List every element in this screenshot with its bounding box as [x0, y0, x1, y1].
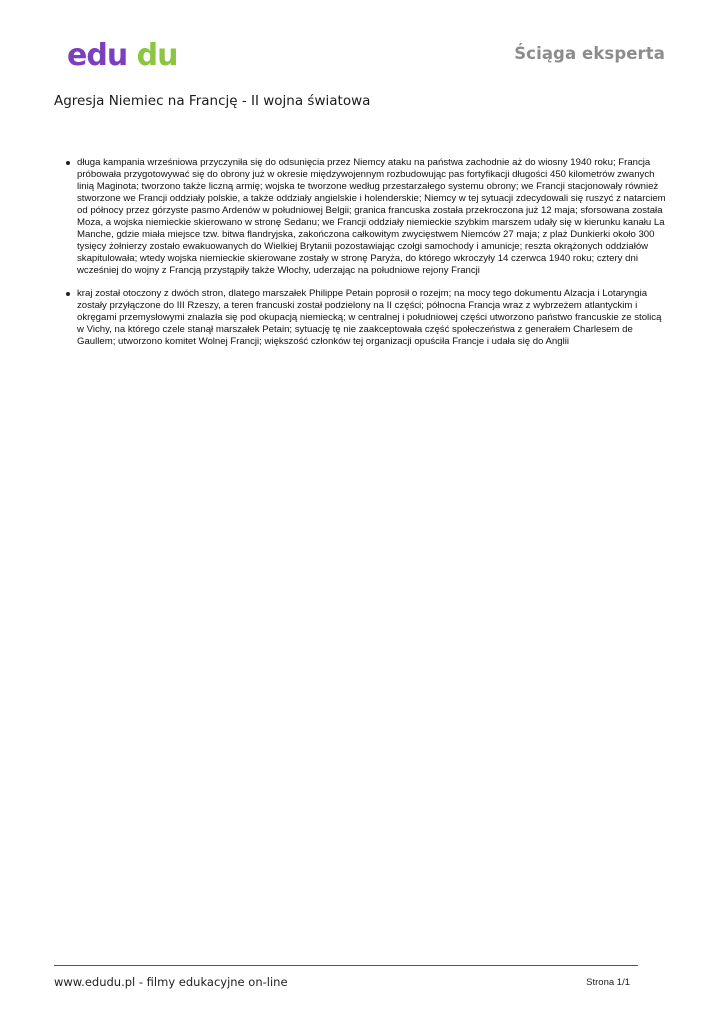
- page-title: Agresja Niemiec na Francję - II wojna światowa: [54, 93, 371, 109]
- header-tagline: Ściąga eksperta: [514, 44, 665, 63]
- list-item-text: kraj został otoczony z dwóch stron, dlatego marszałek Philippe Petain poprosił o rozejm; na mocy tego dokumentu Alzacja i Lotaryngia zostały przyłączone do III Rzeszy, a teren francuski został podzielony na II części; północna Francja wraz z wybrzeżem atlantyckim i okręgami przemysłowymi znalazła się pod okupacją niemiecką; w centralnej i południowej części utworzono państwo francuskie ze stolicą w Vichy, na którego czele stanął marszałek Petain; sytuację tę nie zaakceptowała część społeczeństwa z generałem Charlesem de Gaullem; utworzono komitet Wolnej Francji; większość członków tej organizacji opuściła Francje i udała się do Anglii: [77, 288, 662, 347]
- document-content: [66, 157, 670, 359]
- bullet-icon: [66, 161, 70, 165]
- list-item: [66, 288, 670, 348]
- svg-text:edu du: [67, 38, 177, 72]
- list-item: [66, 157, 670, 277]
- edudu-logo: [67, 38, 177, 72]
- footer-site-link[interactable]: www.edudu.pl - filmy edukacyjne on-line: [54, 975, 288, 989]
- bullet-list: [66, 157, 670, 348]
- logo-part-edu: edu: [67, 38, 128, 72]
- edudu-logo-graphic: [67, 38, 177, 72]
- footer-page-number: Strona 1/1: [586, 977, 630, 988]
- bullet-icon: [66, 292, 70, 296]
- logo-part-du: du: [136, 38, 177, 72]
- list-item-text: długa kampania wrześniowa przyczyniła się do odsunięcia przez Niemcy ataku na państwa zachodnie aż do wiosny 1940 roku; Francja próbowała przygotowywać się do obrony już w okresie międzywojennym rozbudowując pas fortyfikacji długości 450 kilometrów zwanych linią Maginota; tworzono także liczną armię; wojska te tworzone według przestarzałego systemu obrony; we Francji stacjonowały również stworzone we Francji oddziały polskie, a także oddziały angielskie i holenderskie; Niemcy w tej sytuacji zdecydowali się ruszyć z natarciem od północy przez górzyste pasmo Ardenów w południowej Belgii; granica francuska została przekroczona już 12 maja; sforsowana została Moza, a wojska niemieckie skierowano w stronę Sedanu; we Francji oddziały niemieckie szybkim marszem udały się w kierunku kanału La Manche, gdzie miała miejsce tzw. bitwa flandryjska, zakończona całkowitym zwycięstwem Niemców 27 maja; z plaż Dunkierki około 300 tysięcy żołnierzy zostało ewakuowanych do Wielkiej Brytanii pozostawiając czołgi samochody i amunicje; reszta okrążonych oddziałów skapitulowała; wtedy wojska niemieckie skierowane zostały w stronę Paryża, do którego wkroczyły 14 czerwca 1940 roku; cztery dni wcześniej do wojny z Francją przystąpiły także Włochy, uderzając na południowe rejony Francji: [77, 157, 666, 276]
- footer-divider: [54, 965, 638, 966]
